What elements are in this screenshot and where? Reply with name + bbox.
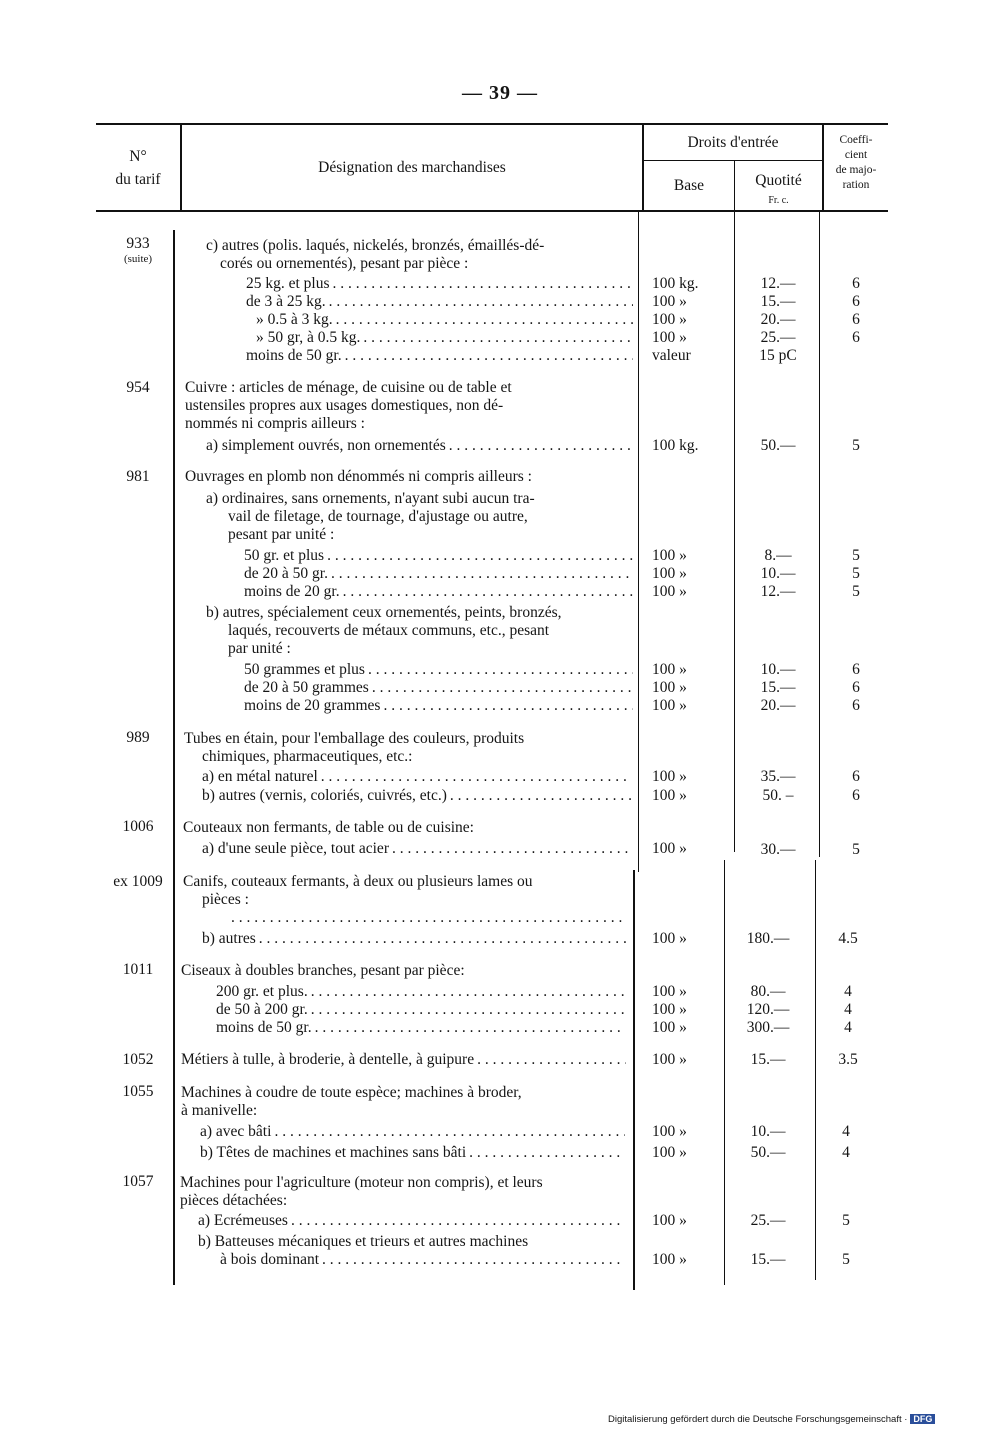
- e981-quotite-3: 12.—: [760, 583, 796, 600]
- e981-coef-2: 5: [852, 565, 860, 582]
- e1055-base-1: 100 »: [652, 1123, 687, 1140]
- header-coef-4: ration: [842, 178, 870, 191]
- desc: b) autres: [202, 930, 256, 947]
- e981-line-5: b) autres, spécialement ceux ornementés, peints, bronzés,: [206, 604, 562, 621]
- e933-row-2: [246, 292, 636, 311]
- col-rule-3-body: [734, 212, 735, 852]
- table-top-rule: [96, 123, 888, 125]
- e933-coef-3: 6: [852, 311, 860, 328]
- desc: Métiers à tulle, à broderie, à dentelle, à guipure: [181, 1051, 475, 1068]
- e1052-quotite-1: 15.—: [750, 1051, 786, 1068]
- e933-quotite-4: 25.—: [760, 329, 796, 346]
- tarif-ex-1009: ex 1009: [113, 873, 163, 890]
- e989-line-2: chimiques, pharmaceutiques, etc.:: [202, 748, 413, 765]
- tarif-954: 954: [126, 379, 150, 396]
- droits-rule: [644, 160, 822, 161]
- e981-coef-5: 6: [852, 679, 860, 696]
- header-droits: Droits d'entrée: [687, 134, 779, 151]
- e981-quotite-2: 10.—: [760, 565, 796, 582]
- e933-base-5: valeur: [652, 347, 691, 364]
- e933-row-1: [246, 274, 636, 293]
- e1011-base-3: 100 »: [652, 1019, 687, 1036]
- col-rule-2-body-lower: [633, 870, 635, 1290]
- e1052-row-1: [181, 1050, 629, 1069]
- e1057-quotite-1: 25.—: [750, 1212, 786, 1229]
- e1011-row-3: [216, 1018, 628, 1037]
- tarif-1052: 1052: [122, 1051, 154, 1068]
- e1011-row-1: [216, 982, 628, 1001]
- e933-coef-4: 6: [852, 329, 860, 346]
- desc: moins de 50 gr.: [246, 347, 342, 364]
- e1009-dotted-line: [228, 908, 630, 927]
- e1009-quotite-1: 180.—: [746, 930, 790, 947]
- e989-line-1: Tubes en étain, pour l'emballage des couleurs, produits: [184, 730, 525, 747]
- e1011-coef-1: 4: [844, 983, 852, 1000]
- desc: 50 grammes et plus: [244, 661, 365, 678]
- e981-line-7: par unité :: [228, 640, 291, 657]
- e933-quotite-2: 15.—: [760, 293, 796, 310]
- e1057-row-2: [220, 1250, 628, 1269]
- header-coefficient: [824, 133, 888, 193]
- e981-quotite-4: 10.—: [760, 661, 796, 678]
- header-designation: Désignation des marchandises: [318, 159, 506, 176]
- header-coef-2: cient: [844, 148, 868, 161]
- header-tarif-label: du tarif: [115, 170, 161, 188]
- e933-coef-2: 6: [852, 293, 860, 310]
- header-tarif-no: N°: [129, 148, 147, 165]
- desc: de 20 à 50 gr.: [244, 565, 328, 582]
- desc: moins de 50 gr.: [216, 1019, 312, 1036]
- e933-quotite-5: 15 pC: [759, 347, 797, 364]
- e989-row-1: [202, 767, 634, 786]
- e1009-line-1: Canifs, couteaux fermants, à deux ou plusieurs lames ou: [183, 873, 533, 890]
- e981-base-5: 100 »: [652, 679, 687, 696]
- e933-base-4: 100 »: [652, 329, 687, 346]
- e954-coef-1: 5: [852, 437, 860, 454]
- e933-base-3: 100 »: [652, 311, 687, 328]
- desc: a) en métal naturel: [202, 768, 318, 785]
- e1057-base-2: 100 »: [652, 1251, 687, 1268]
- desc: a) Ecrémeuses: [198, 1212, 288, 1229]
- desc: moins de 20 grammes: [244, 697, 381, 714]
- e981-base-6: 100 »: [652, 697, 687, 714]
- tarif-933-suite: (suite): [123, 253, 153, 265]
- tarif-933: 933: [126, 235, 150, 252]
- e1055-line-1: Machines à coudre de toute espèce; machines à broder,: [181, 1084, 522, 1101]
- desc: a) d'une seule pièce, tout acier: [202, 840, 389, 857]
- tarif-1057: 1057: [122, 1173, 154, 1190]
- header-coef-3: de majo-: [835, 163, 877, 176]
- e989-quotite-2: 50. –: [762, 787, 794, 804]
- e981-row-6: [244, 696, 636, 715]
- e981-base-3: 100 »: [652, 583, 687, 600]
- e1057-quotite-2: 15.—: [750, 1251, 786, 1268]
- e1057-line-1: Machines pour l'agriculture (moteur non compris), et leurs: [180, 1174, 543, 1191]
- tarif-1011: 1011: [122, 961, 154, 978]
- e981-line-1: Ouvrages en plomb non dénommés ni compris ailleurs :: [185, 468, 532, 485]
- desc: 200 gr. et plus.: [216, 983, 308, 1000]
- e933-quotite-3: 20.—: [760, 311, 796, 328]
- desc: moins de 20 gr.: [244, 583, 340, 600]
- e1052-coef-1: 3.5: [838, 1051, 858, 1068]
- desc: 25 kg. et plus: [246, 275, 330, 292]
- e989-base-1: 100 »: [652, 768, 687, 785]
- e933-row-3: [256, 310, 636, 329]
- header-base: Base: [673, 177, 705, 194]
- tarif-1055: 1055: [122, 1083, 154, 1100]
- e981-coef-4: 6: [852, 661, 860, 678]
- e1011-base-2: 100 »: [652, 1001, 687, 1018]
- e981-coef-1: 5: [852, 547, 860, 564]
- e1011-row-2: [216, 1000, 628, 1019]
- desc: de 50 à 200 gr.: [216, 1001, 308, 1018]
- e981-quotite-6: 20.—: [760, 697, 796, 714]
- desc: de 3 à 25 kg.: [246, 293, 326, 310]
- e954-line-1: Cuivre : articles de ménage, de cuisine ou de table et: [185, 379, 512, 396]
- e933-coef-1: 6: [852, 275, 860, 292]
- e1011-quotite-3: 300.—: [746, 1019, 790, 1036]
- e1011-coef-2: 4: [844, 1001, 852, 1018]
- e1006-coef-1: 5: [852, 841, 860, 858]
- e1006-base-1: 100 »: [652, 840, 687, 857]
- e1011-quotite-1: 80.—: [750, 983, 786, 1000]
- e981-quotite-1: 8.—: [764, 547, 792, 564]
- e1055-row-2: [200, 1143, 628, 1162]
- e1055-coef-1: 4: [842, 1123, 850, 1140]
- e954-row-1: [206, 436, 636, 455]
- e981-coef-3: 5: [852, 583, 860, 600]
- tarif-1006: 1006: [122, 818, 154, 835]
- e1055-row-1: [200, 1122, 628, 1141]
- e981-line-3: vail de filetage, de tournage, d'ajustage ou autre,: [228, 508, 528, 525]
- desc: » 50 gr, à 0.5 kg.: [256, 329, 361, 346]
- e981-line-2: a) ordinaires, sans ornements, n'ayant subi aucun tra-: [206, 490, 535, 507]
- e1009-row-1: [202, 929, 630, 948]
- e1009-base-1: 100 »: [652, 930, 687, 947]
- page-number: — 39 —: [462, 82, 538, 104]
- desc: a) avec bâti: [200, 1123, 272, 1140]
- e981-row-3: [244, 582, 636, 601]
- e1057-line-2: pièces détachées:: [180, 1192, 288, 1209]
- e981-row-4: [244, 660, 636, 679]
- tarif-989: 989: [126, 729, 150, 746]
- e1006-row-1: [202, 839, 632, 858]
- e954-base-1: 100 kg.: [652, 437, 699, 454]
- desc: a) simplement ouvrés, non ornementés: [206, 437, 446, 454]
- tarif-981: 981: [126, 468, 150, 485]
- e981-coef-6: 6: [852, 697, 860, 714]
- e933-row-4: [256, 328, 636, 347]
- e981-base-2: 100 »: [652, 565, 687, 582]
- footer-credit: [608, 1414, 935, 1425]
- header-coef-1: Coeffi-: [839, 134, 873, 146]
- desc: b) Têtes de machines et machines sans bâti: [200, 1144, 467, 1161]
- header-tarif: [96, 148, 180, 189]
- e1011-quotite-2: 120.—: [746, 1001, 790, 1018]
- e933-row-5: [246, 346, 636, 365]
- e981-row-1: [244, 546, 636, 565]
- e981-line-4: pesant par unité :: [228, 526, 335, 543]
- e981-base-4: 100 »: [652, 661, 687, 678]
- header-fr-c: Fr. c.: [768, 194, 789, 206]
- e954-quotite-1: 50.—: [760, 437, 796, 454]
- e954-line-3: nommés ni compris ailleurs :: [185, 415, 365, 432]
- e933-line-2: corés ou ornementés), pesant par pièce :: [220, 255, 469, 272]
- e981-line-6: laqués, recouverts de métaux communs, etc., pesant: [228, 622, 550, 639]
- e1009-line-2: pièces :: [202, 891, 249, 908]
- desc: b) autres (vernis, coloriés, cuivrés, etc.): [202, 787, 447, 804]
- e989-base-2: 100 »: [652, 787, 687, 804]
- e1006-quotite-1: 30.—: [760, 841, 796, 858]
- e1057-coef-1: 5: [842, 1212, 850, 1229]
- footer-text: Digitalisierung gefördert durch die Deutsche Forschungsgemeinschaft ·: [608, 1414, 908, 1425]
- e933-base-1: 100 kg.: [652, 275, 699, 292]
- e1055-quotite-1: 10.—: [750, 1123, 786, 1140]
- desc: à bois dominant: [220, 1251, 320, 1268]
- e989-row-2: [202, 786, 634, 805]
- header-bottom-rule: [96, 210, 888, 212]
- e981-base-1: 100 »: [652, 547, 687, 564]
- e1057-coef-2: 5: [842, 1251, 850, 1268]
- header-quotite: [735, 172, 822, 207]
- e1011-base-1: 100 »: [652, 983, 687, 1000]
- e1011-line-1: Ciseaux à doubles branches, pesant par pièce:: [181, 962, 465, 979]
- e933-line-1: c) autres (polis. laqués, nickelés, bronzés, émaillés-dé-: [206, 237, 545, 254]
- e981-quotite-5: 15.—: [760, 679, 796, 696]
- e1055-line-2: à manivelle:: [181, 1102, 258, 1119]
- e954-line-2: ustensiles propres aux usages domestiques, non dé-: [185, 397, 504, 414]
- desc: 50 gr. et plus: [244, 547, 325, 564]
- e1057-line-3: b) Batteuses mécaniques et trieurs et autres machines: [198, 1233, 529, 1250]
- e1011-coef-3: 4: [844, 1019, 852, 1036]
- e989-coef-2: 6: [852, 787, 860, 804]
- dfg-logo: DFG: [910, 1414, 935, 1424]
- e1006-line-1: Couteaux non fermants, de table ou de cuisine:: [183, 819, 474, 836]
- e989-coef-1: 6: [852, 768, 860, 785]
- desc: » 0.5 à 3 kg.: [256, 311, 333, 328]
- e933-base-2: 100 »: [652, 293, 687, 310]
- desc: de 20 à 50 grammes: [244, 679, 369, 696]
- col-rule-2-body: [638, 212, 639, 872]
- e1052-base-1: 100 »: [652, 1051, 687, 1068]
- e1057-row-1: [198, 1211, 628, 1230]
- e1055-quotite-2: 50.—: [750, 1144, 786, 1161]
- e989-quotite-1: 35.—: [760, 768, 796, 785]
- header-quotite-label: Quotité: [755, 172, 802, 189]
- e1055-coef-2: 4: [842, 1144, 850, 1161]
- e933-quotite-1: 12.—: [760, 275, 796, 292]
- e1009-coef-1: 4.5: [838, 930, 858, 947]
- e981-row-5: [244, 678, 636, 697]
- e1057-base-1: 100 »: [652, 1212, 687, 1229]
- e981-row-2: [244, 564, 636, 583]
- e1055-base-2: 100 »: [652, 1144, 687, 1161]
